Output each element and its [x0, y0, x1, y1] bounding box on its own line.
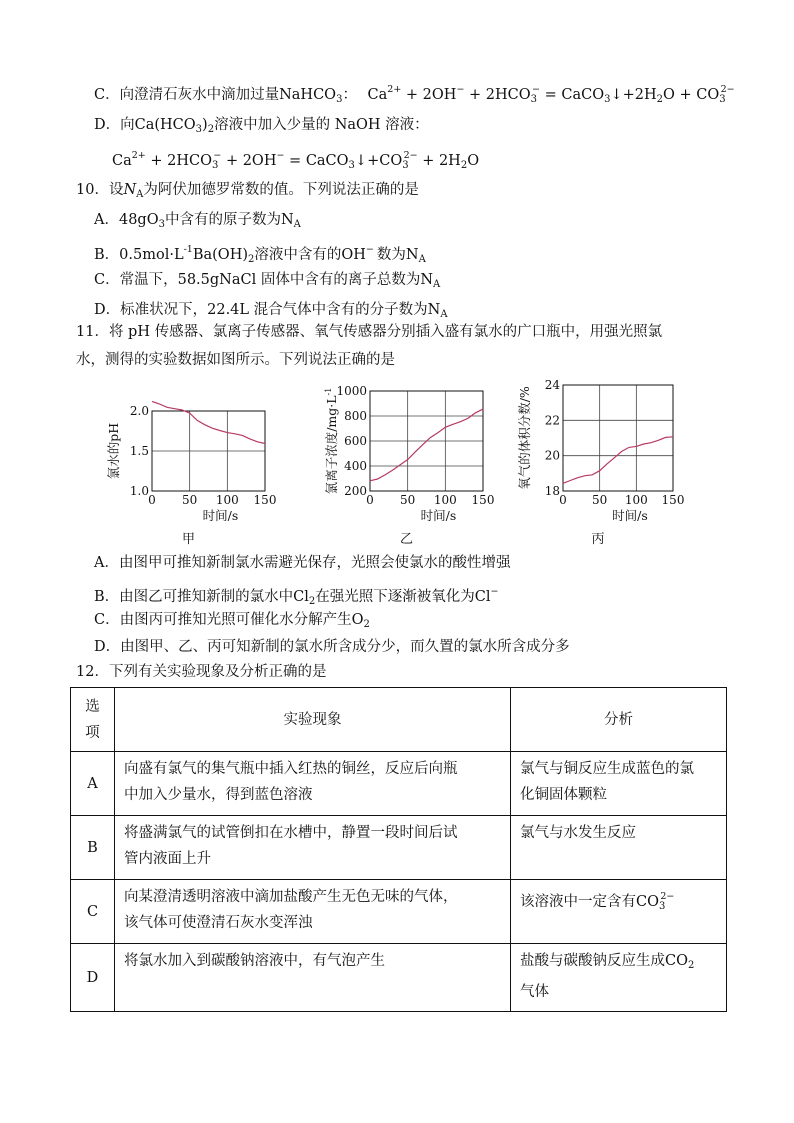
q10-option-a — [94, 210, 301, 235]
table-row — [71, 816, 727, 880]
phen-line2: 中加入少量水，得到蓝色溶液 — [124, 787, 313, 803]
x-axis-label: 时间/s — [202, 508, 239, 523]
phen-line2: 该气体可使澄清石灰水变浑浊 — [124, 915, 313, 931]
phen-line1: 向某澄清透明溶液中滴加盐酸产生无色无味的气体， — [124, 889, 458, 905]
q11-b-cl: Cl — [293, 589, 309, 605]
ana-line1: 氯气与水发生反应 — [520, 825, 636, 841]
phen-line1: 向盛有氯气的集气瓶中插入红热的铜丝，反应后向瓶 — [124, 761, 458, 777]
x-tick-label: 50 — [400, 493, 416, 507]
row-option: A — [71, 752, 115, 816]
ana-formula-sub: 3 — [658, 901, 666, 912]
x-tick-label: 0 — [559, 493, 567, 507]
q10-b-ion: OH — [341, 247, 366, 263]
q10-b-ion-sup: − — [365, 244, 374, 255]
row-phenomenon — [115, 880, 511, 944]
table-row — [71, 880, 727, 944]
q10-b-na: N — [405, 247, 419, 263]
row-analysis — [511, 816, 727, 880]
x-tick-label: 150 — [661, 493, 685, 507]
q11-c-o-sub: 2 — [363, 619, 370, 630]
q10-c-na: N — [420, 272, 434, 288]
q10-symbol-sub: A — [136, 189, 144, 200]
y-tick-label: 24 — [544, 378, 560, 392]
chart-caption: 乙 — [399, 532, 414, 545]
x-tick-label: 50 — [182, 493, 198, 507]
q10-option-c — [94, 270, 440, 295]
ana-formula-sup: 2− — [660, 891, 675, 902]
q12-stem: 12．下列有关实验现象及分析正确的是 — [76, 664, 327, 680]
x-tick-label: 0 — [366, 493, 374, 507]
series-line — [152, 401, 265, 443]
ana-formula: CO — [636, 894, 659, 910]
x-tick-label: 100 — [215, 493, 239, 507]
y-tick-label: 20 — [544, 448, 560, 463]
q10-a-mid: 中含有的原子数为 — [164, 212, 281, 228]
q9-d-text: 溶液中加入少量的 NaOH 溶液： — [214, 117, 429, 133]
x-axis-label: 时间/s — [612, 508, 648, 523]
series-line — [563, 437, 673, 484]
x-tick-label: 100 — [433, 493, 457, 507]
table-row — [71, 944, 727, 1012]
ana-line1: 氯气与铜反应生成蓝色的氯 — [520, 761, 694, 777]
q10-b-pre: B．0.5mol·L — [94, 247, 184, 263]
q11-c-o: O — [351, 612, 364, 628]
y-tick-label: 18 — [544, 484, 560, 498]
q11-option-d: D．由图甲、乙、丙可知新制的氯水所含成分少，而久置的氯水所含成分多 — [94, 639, 570, 655]
q9-d-reagent-sub2: 2 — [207, 124, 215, 135]
row-option: C — [71, 880, 115, 944]
y-axis-label: 氯离子浓度$/mg\cdot L^{-1}$ — [324, 387, 339, 495]
q9-d-reagent-sub: 3 — [195, 124, 203, 135]
y-tick-label: 1.0 — [129, 484, 149, 498]
row-phenomenon — [115, 944, 511, 1012]
q10-d-text: D．标准状况下，22.4L 混合气体中含有的分子数为 — [94, 302, 428, 318]
row-option: D — [71, 944, 115, 1012]
ana-formula: CO — [665, 953, 688, 969]
q9-c-reagent-sub: 3 — [336, 94, 343, 105]
q10-b-na-sub: A — [418, 254, 426, 265]
y-tick-label: 800 — [344, 409, 367, 423]
q9-option-c — [94, 80, 735, 110]
q9-d-label: D．向 — [94, 117, 135, 133]
table-row — [71, 752, 727, 816]
phen-line1: 将氯水加入到碳酸钠溶液中，有气泡产生 — [124, 953, 385, 969]
x-tick-label: 0 — [148, 493, 156, 507]
q10-stem — [76, 180, 419, 205]
q10-b-pre-sup: -1 — [183, 244, 193, 255]
q12-options-table — [70, 687, 727, 1012]
q11-c-pre: C．由图丙可推知光照可催化水分解产生 — [94, 612, 352, 628]
chart-ph — [100, 375, 285, 545]
row-analysis — [511, 752, 727, 816]
phen-line2: 管内液面上升 — [124, 851, 211, 867]
q10-b-mid: 溶液中含有的 — [254, 247, 342, 263]
y-tick-label: 1000 — [336, 384, 367, 398]
ana-line1: 盐酸与碳酸钠反应生成 — [520, 953, 665, 969]
q11-b-mid: 在强光照下逐渐被氧化为 — [315, 589, 475, 605]
q9-c-reagent: NaHCO — [279, 87, 337, 103]
q11-b-ion: Cl — [474, 589, 491, 605]
q10-stem-prefix: 10．设 — [76, 182, 124, 198]
q11-stem-line2: 水，测得的实验数据如图所示。下列说法正确的是 — [76, 352, 395, 368]
y-axis-label: 氧气的体积分数/% — [517, 386, 532, 490]
q11-option-a: A．由图甲可推知新制氯水需避光保存，光照会使氯水的酸性增强 — [94, 555, 511, 571]
series-line — [370, 409, 483, 481]
header-option — [71, 688, 115, 752]
ana-line2: 化铜固体颗粒 — [520, 787, 607, 803]
chart-chloride — [305, 375, 495, 545]
ana-line1: 该溶液中一定含有 — [520, 894, 636, 910]
row-phenomenon — [115, 816, 511, 880]
x-tick-label: 50 — [592, 493, 608, 507]
q11-option-b — [94, 582, 498, 612]
q10-a-pre: A．48gO — [94, 212, 159, 228]
q10-c-text: C．常温下，58.5gNaCl 固体中含有的离子总数为 — [94, 272, 421, 288]
q10-option-b — [94, 240, 426, 270]
row-analysis — [511, 880, 727, 944]
header-phenomenon: 实验现象 — [115, 688, 511, 752]
x-tick-label: 150 — [471, 493, 495, 507]
q10-symbol: N — [123, 182, 137, 198]
y-tick-label: 1.5 — [129, 444, 149, 458]
table-header-row — [71, 688, 727, 752]
q10-d-na: N — [427, 302, 441, 318]
q10-a-pre-sub: 3 — [158, 219, 165, 230]
q9-d-equation: $Ca^{2+} + 2HCO_3^- + 2OH^-$ = $CaCO_3↓+CO_3^{2-} + 2H_2O$ — [112, 150, 480, 171]
row-option: B — [71, 816, 115, 880]
q10-b-end: 数为 — [376, 247, 406, 263]
q10-b-reagent: Ba(OH) — [192, 247, 248, 263]
header-analysis: 分析 — [511, 688, 727, 752]
chart-oxygen — [515, 375, 690, 545]
chart-caption: 丙 — [591, 532, 605, 545]
q10-c-na-sub: A — [433, 279, 441, 290]
row-analysis — [511, 944, 727, 1012]
q10-b-reagent-sub: 2 — [248, 254, 255, 265]
row-phenomenon — [115, 752, 511, 816]
plot-frame — [563, 385, 673, 491]
q11-b-pre: B．由图乙可推知新制的氯水中 — [94, 589, 294, 605]
x-tick-label: 150 — [253, 493, 277, 507]
y-axis-label-sup: -1 — [324, 387, 333, 396]
q9-d-reagent-close: ) — [202, 117, 208, 133]
y-tick-label: 2.0 — [129, 404, 149, 418]
q10-a-na: N — [280, 212, 294, 228]
q11-stem-line1: 11．将 pH 传感器、氯离子传感器、氧气传感器分别插入盛有氯水的广口瓶中，用强光照氯 — [76, 324, 663, 340]
y-tick-label: 600 — [344, 434, 367, 448]
x-tick-label: 100 — [624, 493, 648, 507]
chart-caption: 甲 — [181, 532, 196, 545]
y-axis-label: 氯水的pH — [106, 422, 121, 480]
q10-a-na-sub: A — [293, 219, 301, 230]
y-tick-label: 400 — [344, 459, 367, 473]
y-tick-label: 200 — [344, 484, 367, 498]
q9-c-label: C．向澄清石灰水中滴加过量 — [94, 87, 280, 103]
q11-b-ion-sup: − — [490, 586, 499, 597]
q10-d-na-sub: A — [440, 309, 448, 320]
ana-line2: 气体 — [520, 984, 549, 1000]
q11-b-cl-sub: 2 — [308, 596, 316, 607]
q9-c-equation: $Ca^{2+} + 2OH^- + 2HCO_3^-$ = $CaCO_3↓+2H_2O + CO_3^{2-}$ — [367, 84, 735, 105]
q11-option-c — [94, 610, 370, 635]
q10-stem-suffix: 为阿伏加德罗常数的值。下列说法正确的是 — [143, 182, 419, 198]
y-tick-label: 22 — [544, 413, 560, 428]
q9-option-d — [94, 115, 429, 140]
phen-line1: 将盛满氯气的试管倒扣在水槽中，静置一段时间后试 — [124, 825, 458, 841]
header-option-b: 项 — [85, 724, 100, 741]
ana-formula-sub: 2 — [687, 960, 695, 971]
header-option-a: 选 — [85, 698, 100, 715]
x-axis-label: 时间/s — [420, 508, 457, 523]
q9-c-sep: ： — [342, 87, 357, 103]
q9-d-reagent: Ca(HCO — [134, 117, 196, 133]
